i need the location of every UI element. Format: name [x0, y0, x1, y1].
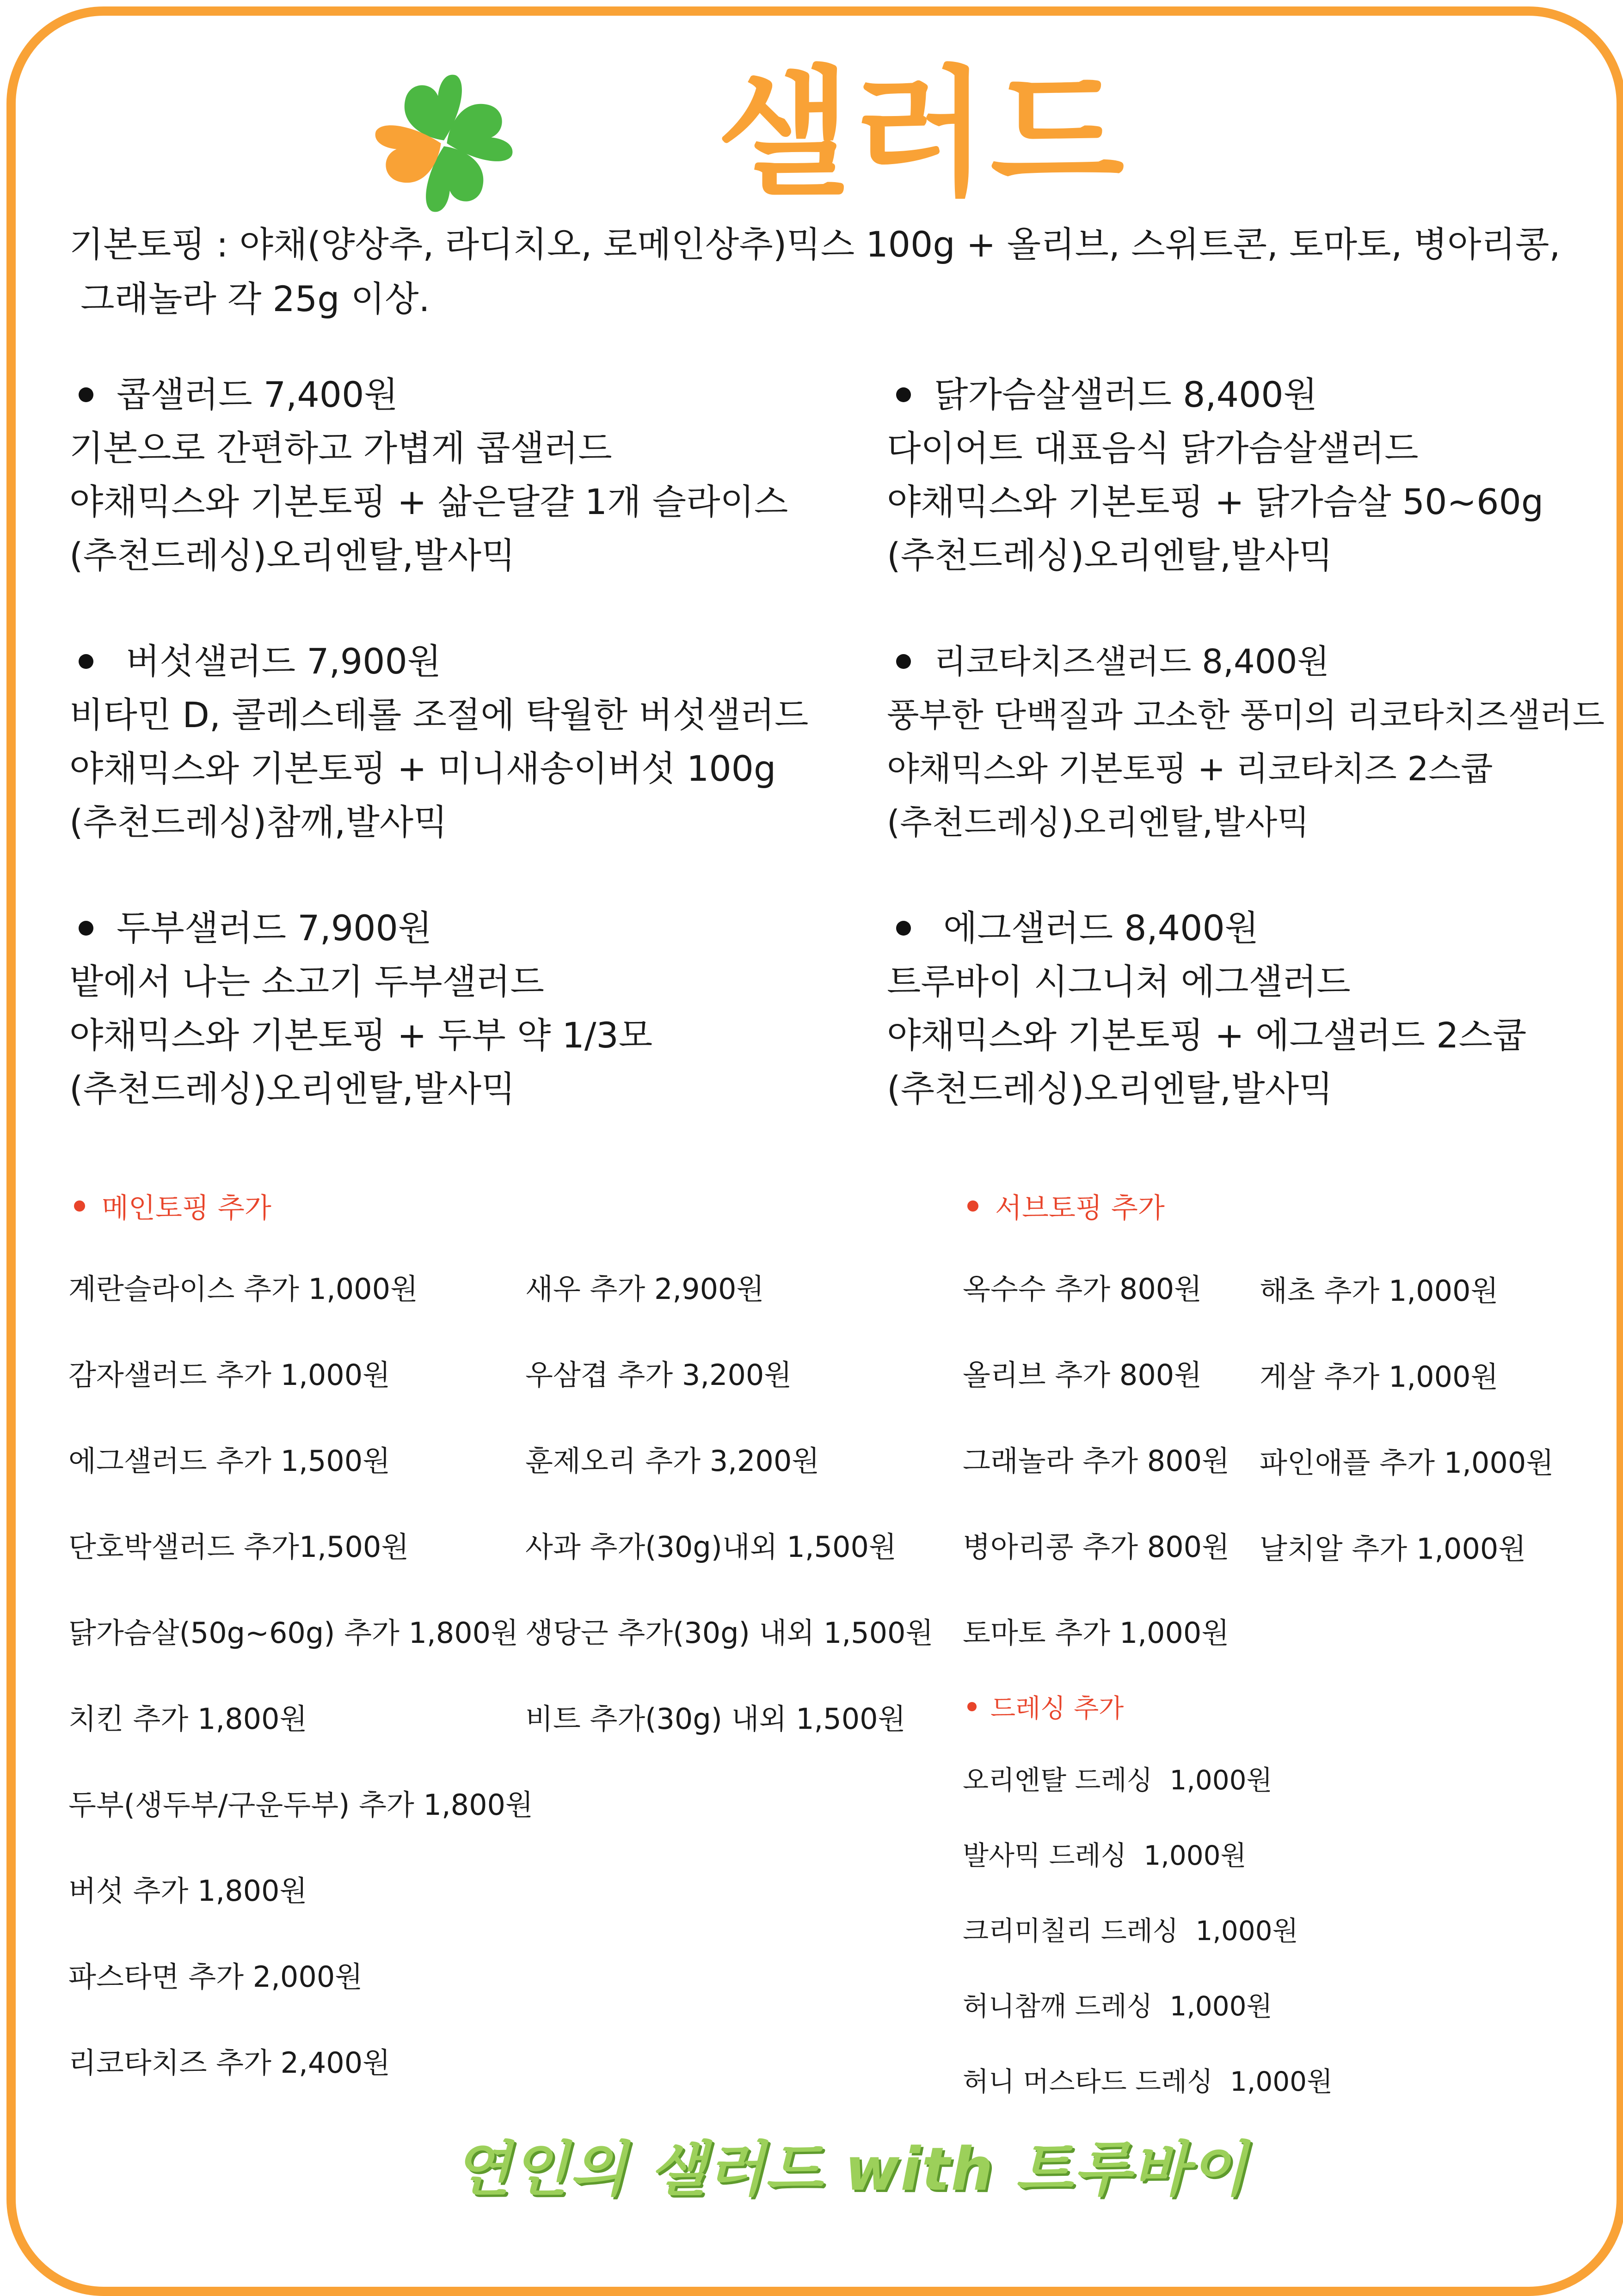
salad-tofu [69, 901, 652, 1116]
main-topping-item: 비트 추가(30g) 내외 1,500원 [525, 1702, 906, 1736]
salad-cobb [69, 368, 788, 582]
salad-desc: 비타민 D, 콜레스테롤 조절에 탁월한 버섯샐러드 [69, 694, 809, 735]
intro-line-1: 기본토핑 : 야채(양상추, 라디치오, 로메인상추)믹스 100g + 올리브, 스위트콘, 토마토, 병아리콩, [69, 224, 1561, 265]
salad-dressing: (추천드레싱)오리엔탈,발사믹 [69, 1068, 516, 1109]
dressing-item: 오리엔탈 드레싱 1,000원 [963, 1764, 1273, 1796]
main-topping-item: 생당근 추가(30g) 내외 1,500원 [525, 1616, 934, 1650]
salad-name: 콥샐러드 7,400원 [117, 374, 398, 415]
salad-dressing: (추천드레싱)오리엔탈,발사믹 [887, 535, 1333, 576]
sub-topping-item: 파인애플 추가 1,000원 [1260, 1446, 1554, 1480]
dressing-item: 허니 머스타드 드레싱 1,000원 [963, 2066, 1333, 2097]
bullet-icon [79, 387, 93, 402]
salad-desc: 트루바이 시그니처 에그샐러드 [887, 961, 1351, 1002]
salad-mushroom [69, 635, 808, 849]
main-topping-item: 리코타치즈 추가 2,400원 [68, 2046, 391, 2080]
main-topping-item: 두부(생두부/구운두부) 추가 1,800원 [68, 1788, 533, 1822]
main-topping-item: 파스타면 추가 2,000원 [68, 1960, 363, 1994]
salad-topping: 야채믹스와 기본토핑 + 미니새송이버섯 100g [69, 748, 776, 789]
salad-dressing: (추천드레싱)오리엔탈,발사믹 [69, 535, 516, 576]
main-topping-item: 우삼겹 추가 3,200원 [525, 1358, 792, 1392]
bullet-icon [896, 654, 911, 669]
dressing-item: 발사믹 드레싱 1,000원 [963, 1840, 1247, 1871]
main-topping-item: 계란슬라이스 추가 1,000원 [68, 1272, 418, 1306]
bullet-icon [967, 1200, 978, 1212]
sub-topping-item: 병아리콩 추가 800원 [963, 1530, 1230, 1564]
salad-name: 버섯샐러드 7,900원 [126, 641, 442, 682]
salad-name: 리코타치즈샐러드 8,400원 [934, 642, 1329, 681]
salad-desc: 기본으로 간편하고 가볍게 콥샐러드 [69, 428, 612, 469]
salad-name: 두부샐러드 7,900원 [117, 907, 432, 949]
salad-topping: 야채믹스와 기본토핑 + 닭가슴살 50~60g [887, 481, 1544, 522]
main-topping-item: 닭가슴살(50g~60g) 추가 1,800원 [68, 1616, 518, 1650]
basic-topping-intro [69, 217, 1572, 326]
page-border [6, 6, 1623, 2296]
bullet-icon [896, 921, 911, 936]
bullet-icon [79, 921, 93, 936]
salad-egg [887, 901, 1526, 1116]
bullet-icon [79, 654, 93, 669]
page-title: 샐러드 [717, 53, 1127, 214]
salad-dressing: (추천드레싱)오리엔탈,발사믹 [887, 803, 1309, 842]
dressing-heading: 드레싱 추가 [967, 1688, 1124, 1725]
dressing-item: 허니참깨 드레싱 1,000원 [963, 1990, 1273, 2022]
main-topping-heading: 메인토핑 추가 [74, 1186, 271, 1226]
salad-name: 닭가슴살샐러드 8,400원 [934, 374, 1318, 415]
bullet-icon [967, 1702, 977, 1711]
sub-topping-item: 게살 추가 1,000원 [1260, 1360, 1499, 1394]
bullet-icon [896, 387, 911, 402]
main-topping-item: 사과 추가(30g)내외 1,500원 [525, 1530, 897, 1564]
footer-slogan: 연인의 샐러드 with 트루바이 [453, 2135, 1248, 2204]
salad-desc: 다이어트 대표음식 닭가슴살샐러드 [887, 428, 1419, 469]
main-topping-item: 치킨 추가 1,800원 [68, 1702, 307, 1736]
sub-topping-item: 그래놀라 추가 800원 [963, 1444, 1230, 1478]
sub-topping-heading: 서브토핑 추가 [967, 1186, 1165, 1226]
salad-topping: 야채믹스와 기본토핑 + 리코타치즈 2스쿱 [887, 749, 1493, 788]
bullet-icon [74, 1200, 85, 1212]
intro-line-2: 그래놀라 각 25g 이상. [69, 278, 430, 319]
sub-topping-item: 날치알 추가 1,000원 [1260, 1532, 1526, 1566]
dressing-item: 크리미칠리 드레싱 1,000원 [963, 1915, 1298, 1947]
salad-ricotta [887, 635, 1605, 849]
clover-heart-icon [370, 69, 518, 217]
salad-dressing: (추천드레싱)오리엔탈,발사믹 [887, 1068, 1333, 1109]
main-topping-item: 버섯 추가 1,800원 [68, 1874, 307, 1908]
main-topping-item: 에그샐러드 추가 1,500원 [68, 1444, 391, 1478]
salad-dressing: (추천드레싱)참깨,발사믹 [69, 802, 448, 843]
salad-name: 에그샐러드 8,400원 [943, 907, 1259, 949]
main-topping-item: 훈제오리 추가 3,200원 [525, 1444, 820, 1478]
salad-desc: 풍부한 단백질과 고소한 풍미의 리코타치즈샐러드 [887, 696, 1605, 735]
salad-desc: 밭에서 나는 소고기 두부샐러드 [69, 961, 544, 1002]
salad-chicken-breast [887, 368, 1543, 582]
salad-topping: 야채믹스와 기본토핑 + 에그샐러드 2스쿱 [887, 1015, 1527, 1056]
main-topping-item: 감자샐러드 추가 1,000원 [68, 1358, 391, 1392]
main-topping-item: 새우 추가 2,900원 [525, 1272, 764, 1306]
sub-topping-item: 옥수수 추가 800원 [963, 1272, 1202, 1306]
sub-topping-item: 올리브 추가 800원 [963, 1358, 1202, 1392]
sub-topping-item: 토마토 추가 1,000원 [963, 1616, 1230, 1650]
salad-topping: 야채믹스와 기본토핑 + 삶은달걀 1개 슬라이스 [69, 481, 788, 522]
main-topping-item: 단호박샐러드 추가1,500원 [68, 1530, 409, 1564]
sub-topping-item: 해초 추가 1,000원 [1260, 1274, 1499, 1308]
salad-topping: 야채믹스와 기본토핑 + 두부 약 1/3모 [69, 1015, 653, 1056]
